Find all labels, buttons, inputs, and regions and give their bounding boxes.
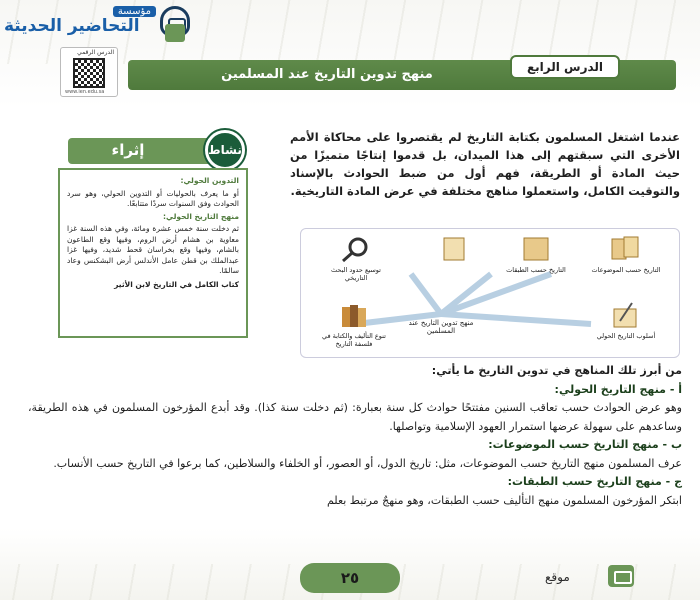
enrichment-text-2: ثم دخلت سنة خمس عشرة ومائة، وفي هذه السنة غزا معاوية بن هشام أرض الروم، وفيها وقع الطاعون بالشام، وفيها وقع بخراسان قحط شديد، وفيها غزا عبدالملك بن قطن عامل الأندلس أرض البشكنس وعاد سالمًا.	[67, 224, 239, 275]
briefcase-icon[interactable]	[608, 565, 634, 587]
diagram-item-sects	[419, 235, 489, 266]
method-c-heading: ج - منهج التاريخ حسب الطبقات:	[507, 475, 682, 488]
diagram-item-annual	[591, 301, 661, 340]
methods-diagram	[300, 228, 680, 358]
books-icon	[336, 301, 372, 329]
enrichment-badge: نشاط	[205, 130, 245, 170]
method-a-heading: أ - منهج التاريخ الحولي:	[554, 382, 682, 396]
diagram-item-topics	[591, 235, 661, 274]
enrichment-heading-1: التدوين الحولي:	[180, 176, 239, 185]
brand-subtitle: مؤسسة	[113, 6, 156, 17]
enrichment-title: إثراء	[111, 141, 145, 159]
diagram-center-label: منهج تدوين التاريخ عند المسلمين	[408, 319, 474, 335]
papers-icon	[608, 235, 644, 263]
method-a-text: وهو عرض الحوادث حسب تعاقب السنين مفتتحًا حوادث كل سنة بعبارة: (ثم دخلت سنة كذا). وقد أبدع المؤرخون المسلمون في هذه الطريقة، وساعدهم على سهولة عرضها استمرار العهود الإسلامية وتواصلها.	[28, 401, 682, 433]
digital-lesson-qr[interactable]	[60, 47, 118, 97]
scroll-icon	[518, 235, 554, 263]
qr-label: الدرس الرقمي	[77, 49, 114, 56]
method-b-heading: ب - منهج التاريخ حسب الموضوعات:	[488, 438, 682, 451]
methods-intro-line: من أبرز تلك المناهج في تدوين التاريخ ما يأتي:	[431, 364, 682, 377]
enrichment-source: كتاب الكامل في التاريخ لابن الأثير	[114, 279, 239, 289]
enrichment-box	[58, 168, 248, 338]
enrichment-text-1: أو ما يعرف بالحوليات أو التدوين الحولي، وهو سرد الحوادث وفق السنوات سردًا متتابعًا.	[67, 188, 239, 208]
magnifier-icon	[338, 235, 374, 263]
method-b-text: عرف المسلمون منهج التاريخ حسب الموضوعات، مثل: تاريخ الدول، أو العصور، أو الخلفاء والسلاطين، كما برعوا في التاريخ حسب الأنساب.	[53, 456, 682, 470]
diagram-item-research	[321, 235, 391, 282]
diagram-item-label: التاريخ حسب الموضوعات	[591, 266, 661, 274]
diagram-item-label: توسيع حدود البحث التاريخي	[331, 266, 381, 282]
enrichment-heading-2: منهج التاريخ الحولي:	[163, 211, 239, 221]
diagram-item-classes	[501, 235, 571, 274]
page-number: ٢٥	[300, 563, 400, 593]
diagram-item-label: تنوع التأليف والكتابة في فلسفة التاريخ	[322, 332, 386, 348]
document-icon	[436, 235, 472, 263]
intro-paragraph: عندما اشتغل المسلمون بكتابة التاريخ لم يقتصروا على محاكاة الأمم الأخرى التي سبقتهم إلى هذا الميدان، بل قدموا إنتاجًا متميزًا من حيث المادة أو الطريقة، فهم أول من ضبط الحوادث بالإسناد والتوقيت الكامل، واستعملوا مناهج مختلفة في عرض المادة التاريخية.	[290, 130, 680, 198]
lesson-body	[28, 362, 682, 510]
lesson-tag: الدرس الرابع	[510, 55, 620, 79]
quill-icon	[608, 301, 644, 329]
qr-url: www.ien.edu.sa	[65, 89, 105, 95]
brand-title: التحاضير الحديثة	[4, 16, 140, 36]
briefcase-icon	[165, 24, 185, 42]
qr-code-icon	[73, 58, 105, 88]
lesson-title: منهج تدوين التاريخ عند المسلمين	[221, 67, 433, 82]
site-label[interactable]: موقع	[545, 570, 570, 584]
diagram-item-label: التاريخ حسب الطبقات	[506, 266, 566, 274]
diagram-item-philosophy	[319, 301, 389, 348]
method-c-text: ابتكر المؤرخون المسلمون منهج التأليف حسب الطبقات، وهو منهجٌ مرتبط بعلم	[326, 493, 682, 507]
diagram-item-label: أسلوب التاريخ الحولي	[596, 332, 656, 340]
